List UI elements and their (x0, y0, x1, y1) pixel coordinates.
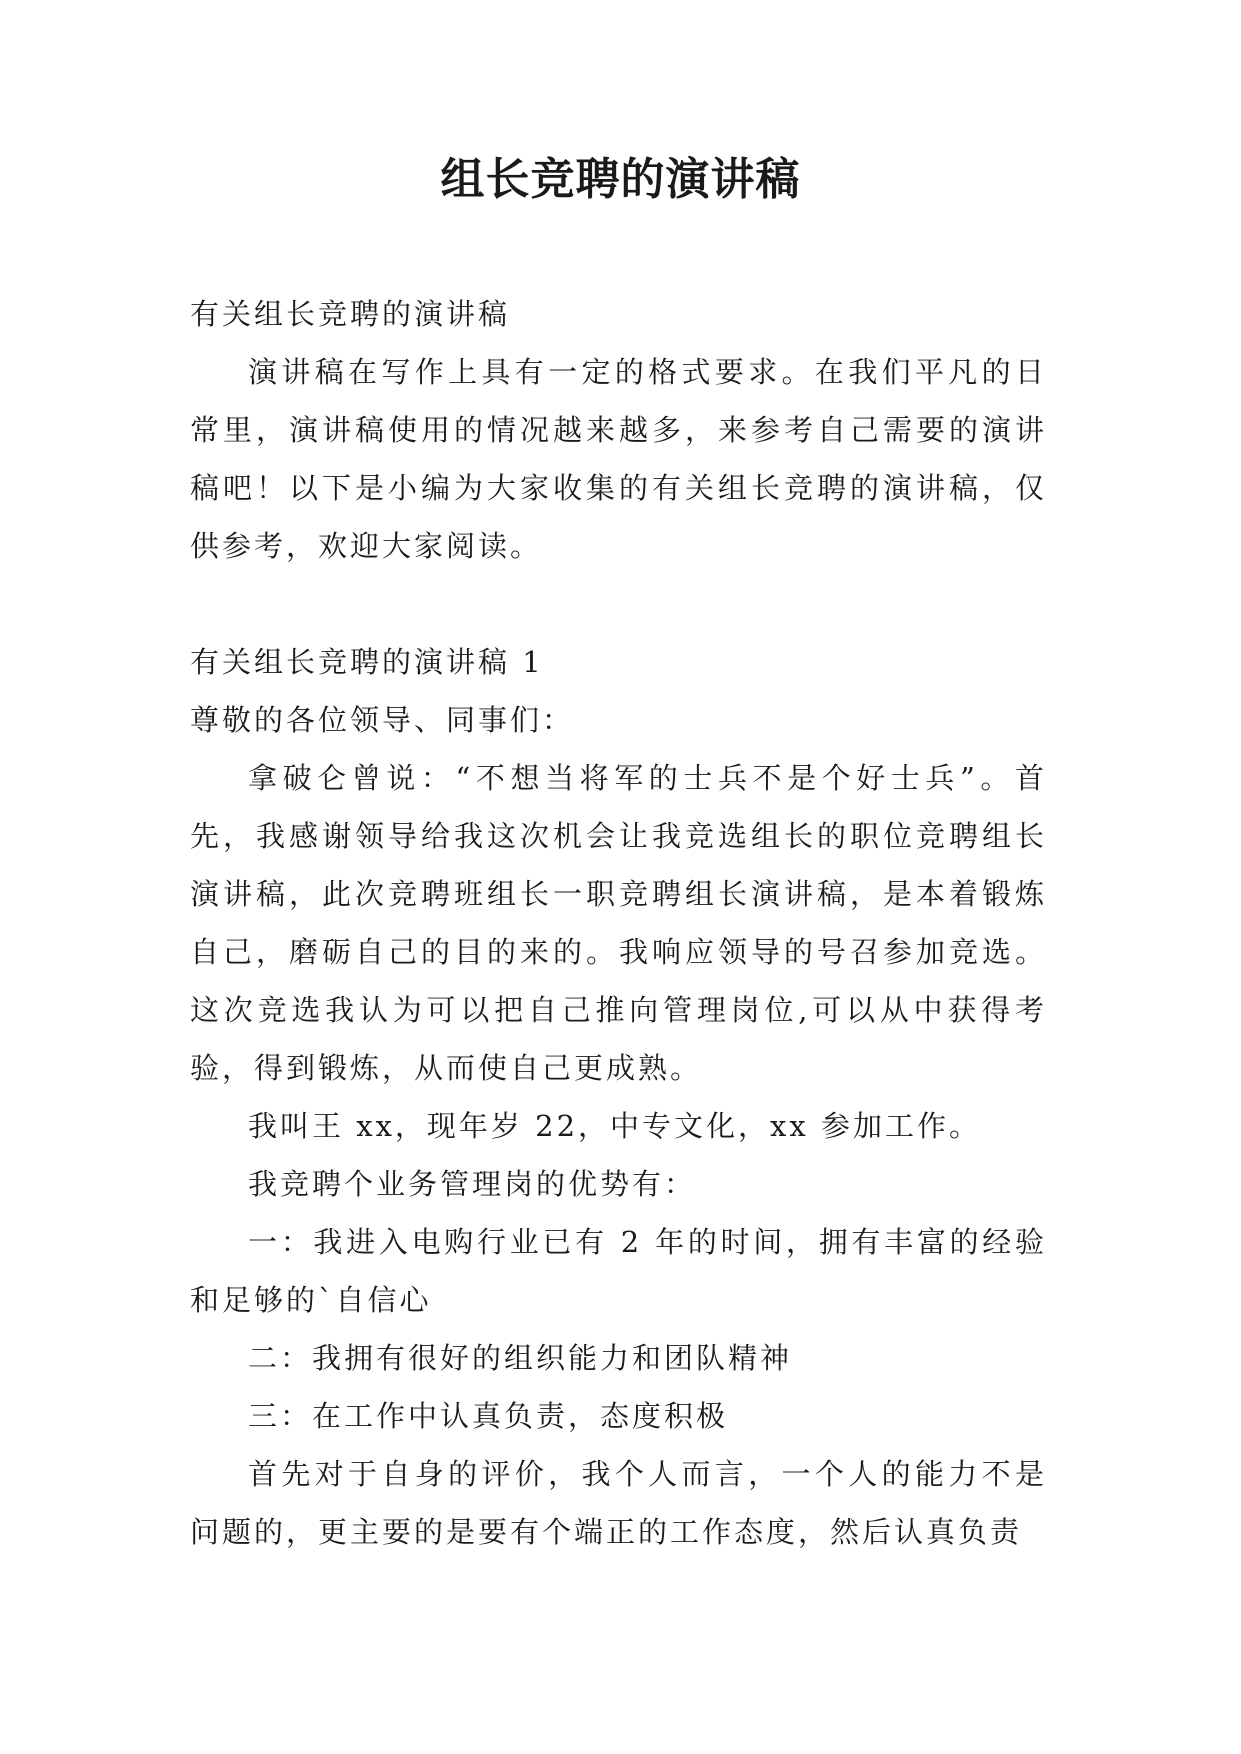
list-item: 一：我进入电购行业已有 2 年的时间，拥有丰富的经验和足够的`自信心 (190, 1225, 1047, 1317)
body-paragraph: 拿破仑曾说：“不想当将军的士兵不是个好士兵”。首先，我感谢领导给我这次机会让我竞选组长的职位竞聘组长演讲稿，此次竞聘班组长一职竞聘组长演讲稿，是本着锻炼自己，磨砺自己的目的来的。我响应领导的号召参加竞选。这次竞选我认为可以把自己推向管理岗位,可以从中获得考验，得到锻炼，从而使自己更成熟。 (190, 761, 1047, 1085)
subtitle-line: 有关组长竞聘的演讲稿 (190, 297, 511, 331)
intro-paragraph: 演讲稿在写作上具有一定的格式要求。在我们平凡的日常里，演讲稿使用的情况越来越多，来参考自己需要的演讲稿吧！以下是小编为大家收集的有关组长竞聘的演讲稿，仅供参考，欢迎大家阅读。 (190, 355, 1047, 563)
list-item: 三：在工作中认真负责，态度积极 (248, 1399, 729, 1433)
document-body (190, 285, 1047, 1561)
body-paragraph: 首先对于自身的评价，我个人而言，一个人的能力不是问题的，更主要的是要有个端正的工作态度，然后认真负责 (190, 1457, 1047, 1549)
salutation: 尊敬的各位领导、同事们： (190, 703, 575, 737)
section-heading: 有关组长竞聘的演讲稿 1 (190, 645, 544, 679)
list-item: 二：我拥有很好的组织能力和团队精神 (248, 1341, 793, 1375)
body-paragraph: 我竞聘个业务管理岗的优势有： (248, 1167, 697, 1201)
body-paragraph: 我叫王 xx，现年岁 22，中专文化，xx 参加工作。 (248, 1109, 981, 1143)
document-title: 组长竞聘的演讲稿 (440, 154, 801, 205)
paragraph-gap (190, 575, 1047, 633)
